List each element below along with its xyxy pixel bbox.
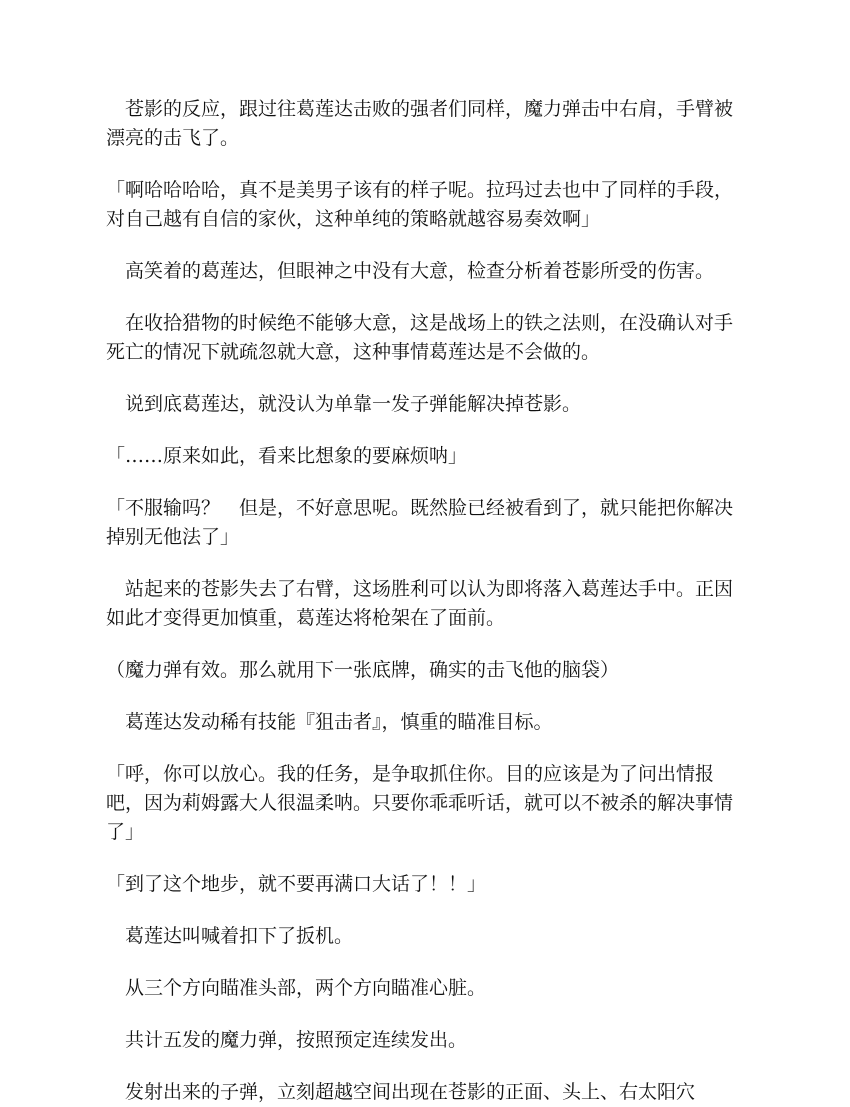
paragraph: 在收拾猎物的时候绝不能够大意，这是战场上的铁之法则，在没确认对手死亡的情况下就疏忽就大意，这种事情葛莲达是不会做的。 (106, 312, 734, 363)
paragraph: 苍影的反应，跟过往葛莲达击败的强者们同样，魔力弹击中右肩，手臂被漂亮的击飞了。 (106, 98, 734, 149)
paragraph: （魔力弹有效。那么就用下一张底牌，确实的击飞他的脑袋） (106, 659, 620, 681)
paragraph: 葛莲达发动稀有技能『狙击者』，慎重的瞄准目标。 (106, 711, 553, 733)
paragraph: 「不服输吗？ 但是，不好意思呢。既然脸已经被看到了，就只能把你解决掉别无他法了」 (106, 497, 734, 548)
paragraph: 葛莲达叫喊着扣下了扳机。 (106, 925, 354, 947)
paragraph: 「到了这个地步，就不要再满口大话了！！」 (106, 873, 487, 895)
paragraph: 高笑着的葛莲达，但眼神之中没有大意，检查分析着苍影所受的伤害。 (106, 260, 715, 282)
paragraph: 共计五发的魔力弹，按照预定连续发出。 (106, 1029, 468, 1051)
paragraph: 发射出来的子弹，立刻超越空间出现在苍影的正面、头上、右太阳穴 (106, 1081, 696, 1103)
paragraph: 「……原来如此，看来比想象的要麻烦呐」 (106, 445, 468, 467)
paragraph: 站起来的苍影失去了右臂，这场胜利可以认为即将落入葛莲达手中。正因如此才变得更加慎重，葛莲达将枪架在了面前。 (106, 578, 734, 629)
paragraph: 「呼，你可以放心。我的任务，是争取抓住你。目的应该是为了问出情报吧，因为莉姆露大人很温柔呐。只要你乖乖听话，就可以不被杀的解决事情了」 (106, 763, 734, 843)
paragraph: 「啊哈哈哈哈，真不是美男子该有的样子呢。拉玛过去也中了同样的手段，对自己越有自信的家伙，这种单纯的策略就越容易奏效啊」 (106, 179, 734, 230)
paragraph: 说到底葛莲达，就没认为单靠一发子弹能解决掉苍影。 (106, 393, 582, 415)
paragraph: 从三个方向瞄准头部，两个方向瞄准心脏。 (106, 977, 487, 999)
